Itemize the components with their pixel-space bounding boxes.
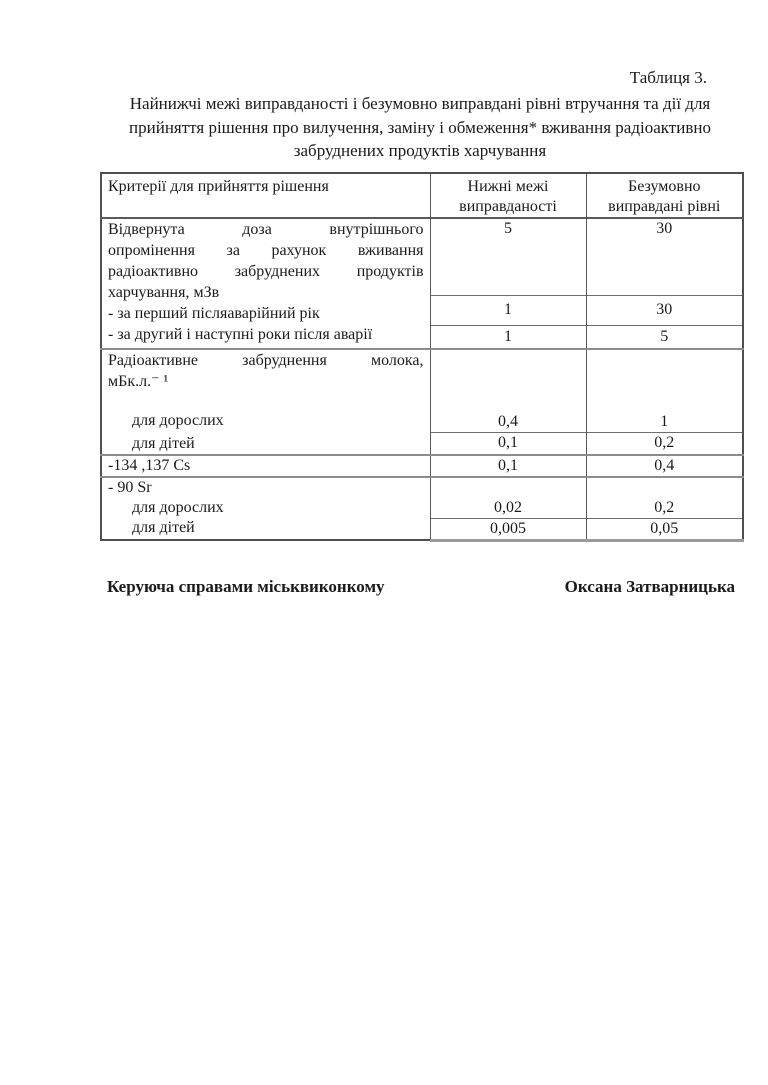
criteria-text-line: радіоактивно забруднених продуктів <box>108 263 424 280</box>
criteria-subitem-children: для дітей <box>132 435 195 452</box>
criteria-subitem-children: для дітей <box>132 519 195 536</box>
table-row <box>101 218 743 295</box>
criteria-text-line: Радіоактивне забруднення молока, <box>108 352 424 369</box>
table-row <box>101 477 743 518</box>
value-cell: 1 <box>430 295 586 325</box>
header-cell-criteria: Критерії для прийняття рішення <box>101 173 430 218</box>
spacer <box>108 392 424 410</box>
value-cell: 1 <box>430 325 586 349</box>
value-cell: 0,02 <box>430 477 586 518</box>
criteria-subitem-adults: для дорослих <box>132 412 224 429</box>
value-cell: 0,4 <box>586 455 743 477</box>
table-row <box>101 349 743 432</box>
signature-position: Керуюча справами міськвиконкому <box>107 577 385 596</box>
title-line: забруднених продуктів харчування <box>293 141 547 160</box>
criteria-text-line: - за перший післяаварійний рік <box>108 305 320 322</box>
criteria-text-line: харчування, мЗв <box>108 284 220 301</box>
table-caption: Таблиця 3. <box>629 68 707 87</box>
table-row <box>101 455 743 477</box>
value-cell: 30 <box>586 218 743 295</box>
signature-name: Оксана Затварницька <box>564 577 735 596</box>
header-cell-lower-limits: Нижні межі виправданості <box>430 173 586 218</box>
criteria-text-line: - за другий і наступні роки після аварії <box>108 326 373 343</box>
criteria-text-line: Відвернута доза внутрішнього <box>108 221 424 238</box>
criteria-text-line: - 90 Sr <box>108 479 152 496</box>
title-line: Найнижчі межі виправданості і безумовно виправдані рівні втручання та дії для <box>129 94 711 113</box>
criteria-cell-milk <box>101 349 430 455</box>
value-cell: 0,2 <box>586 477 743 518</box>
value-cell: 5 <box>586 325 743 349</box>
value-cell: 5 <box>430 218 586 295</box>
criteria-cell-strontium <box>101 477 430 540</box>
value-cell: 0,4 <box>430 349 586 432</box>
value-cell: 0,2 <box>586 432 743 455</box>
signature-row <box>107 577 735 596</box>
value-cell: 0,1 <box>430 432 586 455</box>
table-header-row <box>101 173 743 218</box>
value-cell: 0,05 <box>586 518 743 540</box>
criteria-cell-cesium: -134 ,137 Cs <box>101 455 430 477</box>
criteria-text-line: опромінення за рахунок вживання <box>108 242 424 259</box>
value-cell: 1 <box>586 349 743 432</box>
document-title <box>98 92 742 163</box>
value-cell: 0,005 <box>430 518 586 540</box>
criteria-subitem-adults: для дорослих <box>132 499 224 516</box>
title-line: прийняття рішення про вилучення, заміну і обмеження* вживання радіоактивно <box>129 117 711 137</box>
value-cell: 0,1 <box>430 455 586 477</box>
value-cell: 30 <box>586 295 743 325</box>
criteria-cell-dose <box>101 218 430 349</box>
criteria-table <box>100 172 744 542</box>
header-cell-justified-levels: Безумовно виправдані рівні <box>586 173 743 218</box>
criteria-text-line: мБк.л.⁻ ¹ <box>108 373 169 390</box>
